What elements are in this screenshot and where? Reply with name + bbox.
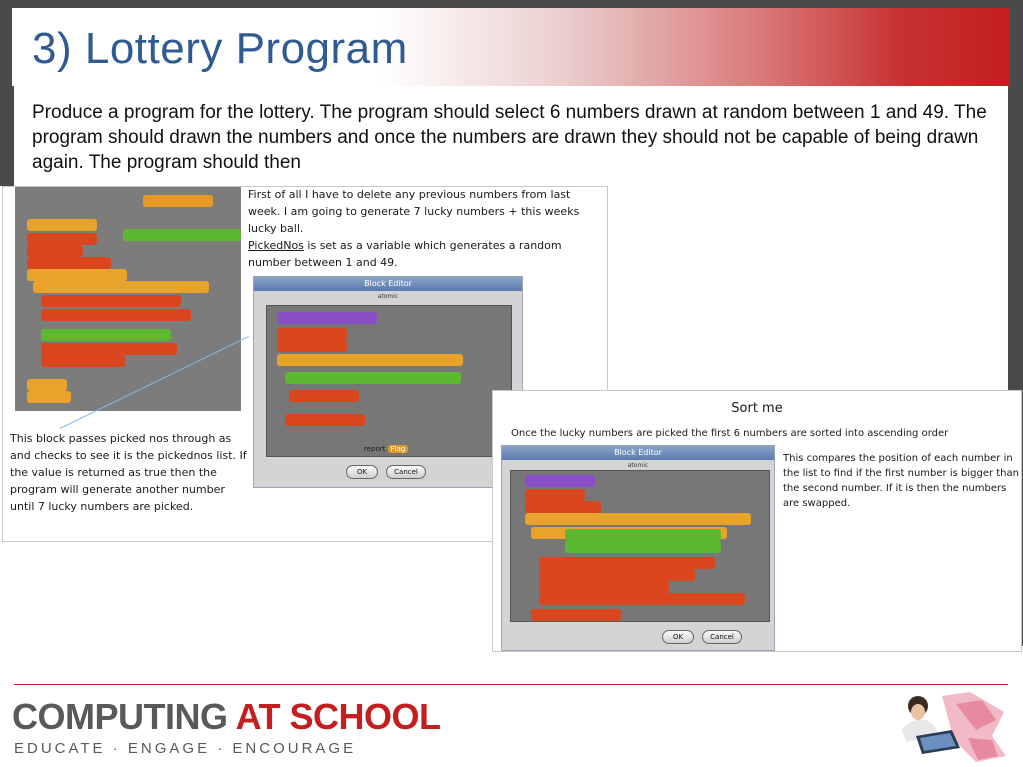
sort-explanation: This compares the position of each number in the list to find if the first number is bigger than the second number. If it is then the numbers are swapped. <box>783 453 1019 509</box>
script-block <box>27 269 127 281</box>
left-stripe <box>0 86 14 186</box>
banner-top-stripe <box>0 0 1023 8</box>
screenshot-panel-2 <box>492 390 1022 652</box>
script-block <box>41 309 191 321</box>
script-block <box>27 245 83 257</box>
script-block <box>277 340 347 352</box>
script-block <box>123 229 241 241</box>
script-block <box>277 328 347 340</box>
script-block <box>531 609 621 621</box>
script-block <box>525 501 601 513</box>
cancel-button[interactable]: Cancel <box>702 630 742 644</box>
script-block <box>277 312 377 324</box>
script-block <box>41 295 181 307</box>
script-block <box>41 355 125 367</box>
ok-button[interactable]: OK <box>662 630 694 644</box>
explanation-top-text: First of all I have to delete any previous numbers from last week. I am going to generate 7 lucky numbers + this weeks lucky ball. <box>248 188 580 235</box>
script-block <box>539 569 695 581</box>
script-block <box>525 489 585 501</box>
script-block <box>539 557 715 569</box>
cas-logo <box>12 696 440 738</box>
atomic-checkbox[interactable]: atomic <box>627 462 649 469</box>
block-editor-1 <box>253 276 523 488</box>
script-block <box>539 581 669 593</box>
script-block <box>27 379 67 391</box>
editor-title-bar: Block Editor <box>502 446 774 460</box>
script-block <box>565 541 721 553</box>
explanation-top <box>248 186 603 271</box>
script-block <box>33 281 209 293</box>
atomic-checkbox[interactable]: atomic <box>377 293 399 300</box>
ok-button[interactable]: OK <box>346 465 378 479</box>
editor-canvas <box>510 470 770 622</box>
script-block <box>27 391 71 403</box>
script-block <box>27 257 111 269</box>
sort-subtitle: Once the lucky numbers are picked the first 6 numbers are sorted into ascending order <box>511 428 949 439</box>
cancel-button[interactable]: Cancel <box>386 465 426 479</box>
editor-title-bar: Block Editor <box>254 277 522 291</box>
script-block <box>41 343 177 355</box>
script-block <box>565 529 721 541</box>
script-block <box>27 219 97 231</box>
report-value: Flag <box>388 445 409 453</box>
footer-divider <box>14 684 1008 685</box>
script-block <box>289 390 359 402</box>
intro-text: Produce a program for the lottery. The program should select 6 numbers drawn at random between 1 and 49. The program should drawn the numbers and once the numbers are drawn they should not be capable of being drawn again. The program should then <box>32 102 987 173</box>
script-block <box>41 329 171 341</box>
picked-nos-term: PickedNos <box>248 239 304 252</box>
script-block <box>285 414 365 426</box>
logo-word-at-school: AT SCHOOL <box>235 696 441 737</box>
block-editor-2 <box>501 445 775 651</box>
student-laptop-image <box>896 690 1008 764</box>
slide-title: 3) Lottery Program <box>32 24 408 73</box>
logo-word-computing: COMPUTING <box>12 696 236 737</box>
script-block <box>143 195 213 207</box>
explanation-top-text-2: is set as a variable which generates a random number between 1 and 49. <box>248 239 562 269</box>
report-keyword: report <box>364 445 386 453</box>
report-label <box>364 445 408 453</box>
script-block <box>27 233 97 245</box>
explanation-bottom: This block passes picked nos through as and checks to see it is the pickednos list. If the value is returned as true then the program will generate another number until 7 lucky numbers are picked. <box>10 432 247 513</box>
sort-title: Sort me <box>731 401 783 416</box>
script-block <box>525 513 751 525</box>
script-block <box>539 593 745 605</box>
editor-canvas <box>266 305 512 457</box>
script-block <box>525 475 595 487</box>
logo-tagline: EDUCATE · ENGAGE · ENCOURAGE <box>14 740 357 757</box>
script-block <box>277 354 463 366</box>
script-block <box>285 372 461 384</box>
